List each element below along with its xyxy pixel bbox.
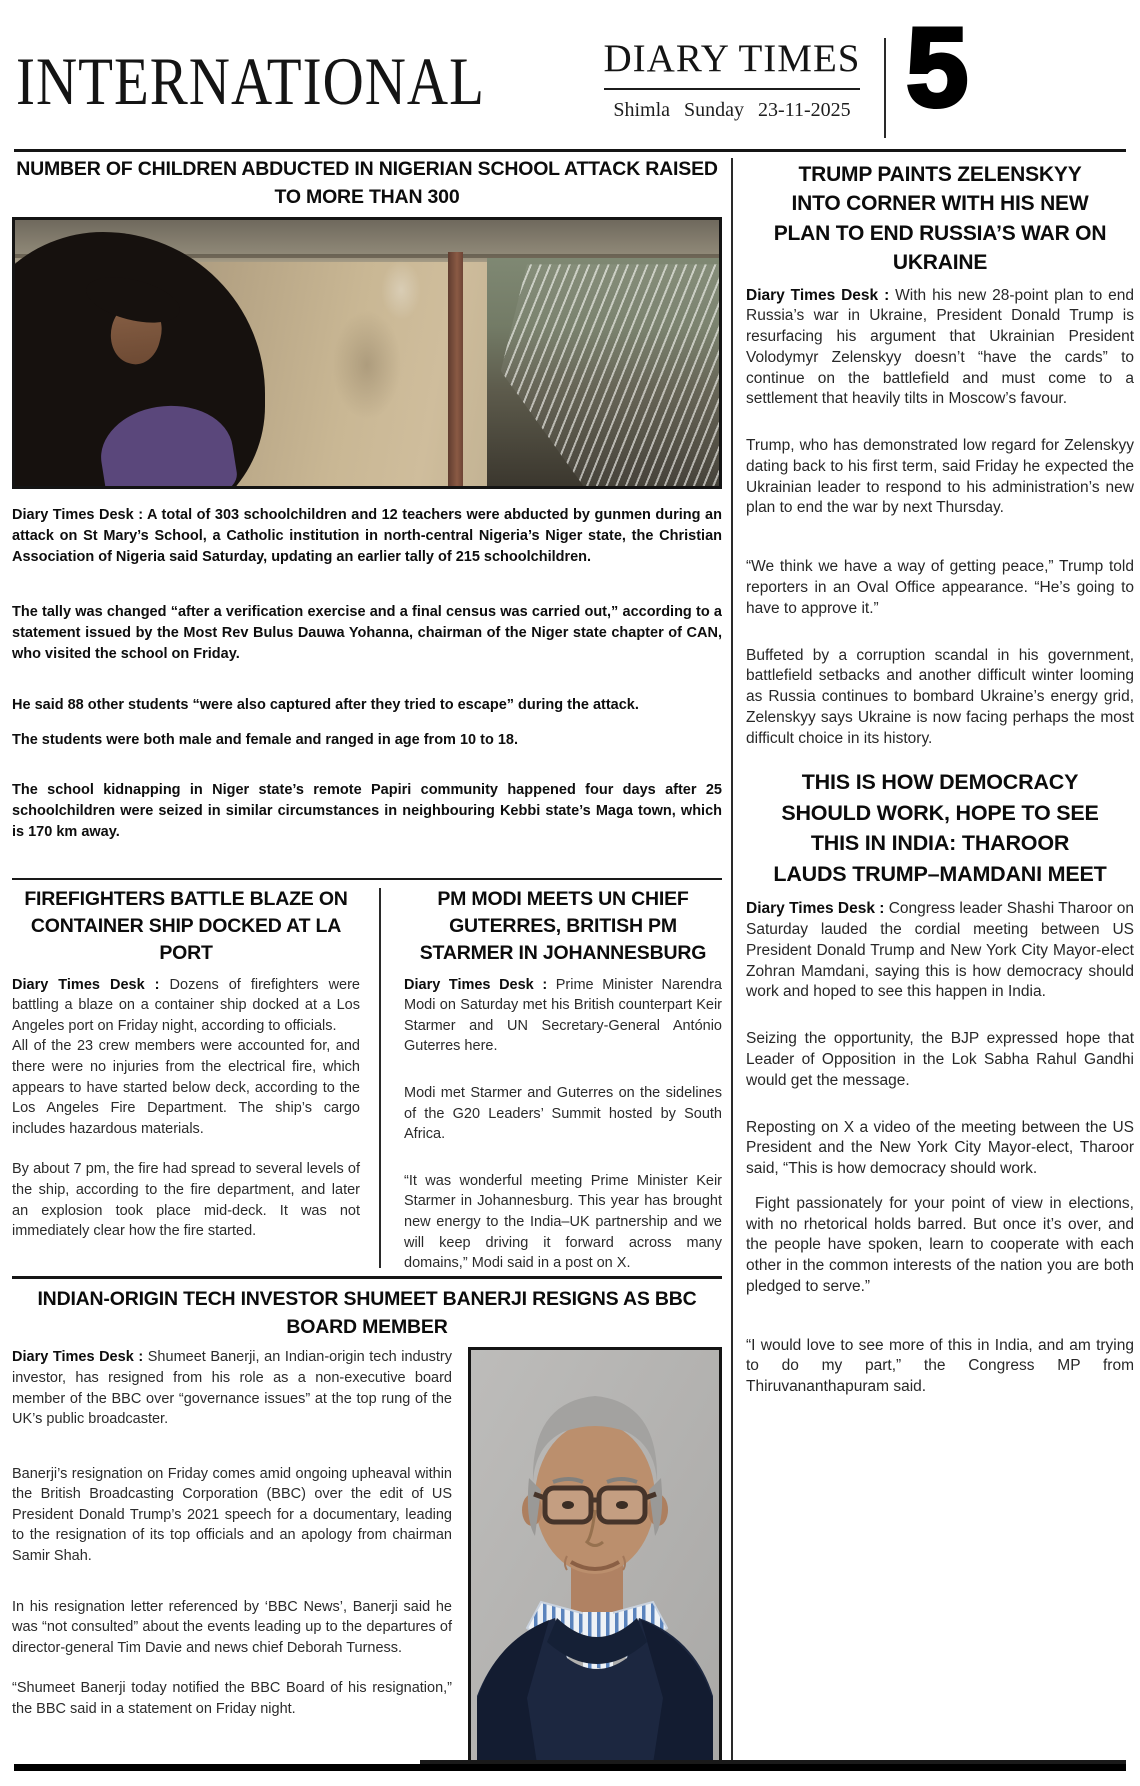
article-headline: FIREFIGHTERS BATTLE BLAZE ON CONTAINER SHIP DOCKED AT LA PORT xyxy=(24,888,348,964)
article-tharoor xyxy=(746,767,1134,1398)
photo-wall-stain xyxy=(332,310,402,420)
article-paragraph: The school kidnapping in Niger state’s remote Papiri community happened four days after 25 schoolchildren were seized in similar circumstances in neighbouring Kebbi state’s Maga town, which is 170 km away. xyxy=(12,781,722,840)
place: Shimla xyxy=(613,99,671,121)
article-paragraph: Reposting on X a video of the meeting between the US President and the New York City Mayor-elect, Tharoor said, “This is how democracy should work. xyxy=(746,1118,1134,1178)
photo-wall-stain xyxy=(381,260,421,320)
paper-name: DIARY TIMES xyxy=(603,37,861,80)
article-trump xyxy=(746,160,1134,749)
article-paragraph: Trump, who has demonstrated low regard for Zelenskyy dating back to his first term, said Friday he expected the Ukrainian leader to respond to his administration’s new plan to end the war by next Thursday. xyxy=(746,437,1134,517)
dateline xyxy=(598,99,866,122)
article-paragraph: “We think we have a way of getting peace,” Trump told reporters in an Oval Office appearance. “He’s going to have to approve it.” xyxy=(746,558,1134,617)
page-column-divider xyxy=(731,158,733,1760)
article-paragraph: By about 7 pm, the fire had spread to several levels of the ship, according to the fire department, and later an explosion took place mid-deck. It was not immediately clear how the fire started. xyxy=(12,1161,360,1240)
main-column xyxy=(12,156,722,1762)
article-paragraph: Fight passionately for your point of view in elections, with no rhetorical holds barred. But once it’s over, and the people have spoken, learn to cooperate with each other in the common interests of the nation you are both pledged to serve.” xyxy=(746,1194,1134,1295)
photo-door-frame xyxy=(448,252,463,486)
article-paragraph: Buffeted by a corruption scandal in his government, battlefield setbacks and another difficult winter looming as Russia continues to bombard Ukraine’s energy grid, Zelenskyy says Ukraine is now facing perhaps the most difficult choice in its history. xyxy=(746,646,1134,747)
article-paragraph: “I would love to see more of this in India, and am trying to do my part,” the Congress MP from Thiruvananthapuram said. xyxy=(746,1336,1134,1396)
desk-label: Diary Times Desk : xyxy=(746,900,889,918)
article-text-column xyxy=(12,1347,452,1762)
masthead xyxy=(598,36,866,122)
article-modi xyxy=(404,886,722,1272)
article-paragraph: “It was wonderful meeting Prime Minister Keir Starmer in Johannesburg. This year has brought new energy to the India–UK partnership and we will keep driving it forward across many domains,” Modi said in a post on X. xyxy=(404,1172,722,1272)
banerji-portrait-graphic xyxy=(471,1350,719,1762)
day: Sunday xyxy=(684,99,745,121)
article-firefighters xyxy=(12,886,360,1242)
article-paragraph: Banerji’s resignation on Friday comes amid ongoing upheaval within the British Broadcasting Corporation (BBC) over the edit of US President Donald Trump’s 2021 speech for a documentary, leading to the resignation of its top officials and an apology from chairman Samir Shah. xyxy=(12,1465,452,1564)
section-rule xyxy=(12,878,722,880)
article-headline: THIS IS HOW DEMOCRACY SHOULD WORK, HOPE TO SEE THIS IN INDIA: THAROOR LAUDS TRUMP–MAMDANI MEET xyxy=(773,770,1107,886)
article-paragraph: The students were both male and female and ranged in age from 10 to 18. xyxy=(12,732,519,749)
article-paragraph: Seizing the opportunity, the BJP expressed hope that Leader of Opposition in the Lok Sabha Rahul Gandhi would get the message. xyxy=(746,1030,1134,1089)
article-paragraph: Diary Times Desk : Prime Minister Narendra Modi on Saturday met his British counterpart Keir Starmer and UN Secretary-General António Guterres here. xyxy=(404,976,722,1055)
bottom-rule xyxy=(14,1764,1126,1771)
article-paragraph: Modi met Starmer and Guterres on the sidelines of the G20 Leaders’ Summit hosted by South Africa. xyxy=(404,1085,722,1143)
article-paragraph: Diary Times Desk : Shumeet Banerji, an Indian-origin tech industry investor, has resigned from his role as a non-executive board member of the BBC over “governance issues” at the top rung of the UK’s public broadcaster. xyxy=(12,1349,453,1428)
column-divider xyxy=(379,888,381,1268)
article-paragraph: “Shumeet Banerji today notified the BBC Board of his resignation,” the BBC said in a statement on Friday night. xyxy=(12,1680,452,1717)
article-paragraph: All of the 23 crew members were accounted for, and there were no injuries from the electrical fire, which appears to have started below deck, according to the Los Angeles Fire Department. The ship’s cargo includes hazardous materials. xyxy=(12,1038,360,1137)
article-paragraph: Diary Times Desk : With his new 28-point plan to end Russia’s war in Ukraine, President Donald Trump is resurfacing his argument that Ukrainian President Volodymyr Zelenskyy doesn’t “have the cards” to continue on the battlefield and must come to a settlement that heavily tilts in Moscow’s favour. xyxy=(746,286,1134,408)
article-paragraph: Diary Times Desk : Congress leader Shashi Tharoor on Saturday lauded the cordial meeting between US President Donald Trump and New York City Mayor-elect Zohran Mamdani, saying this is how democracy should work and hoped to see this happen in India. xyxy=(746,900,1134,1001)
two-column-block xyxy=(12,886,722,1272)
nigeria-photo xyxy=(12,217,722,489)
desk-label: Diary Times Desk : xyxy=(12,976,170,993)
article-paragraph: He said 88 other students “were also captured after they tried to escape” during the attack. xyxy=(12,697,639,714)
article-headline: INDIAN-ORIGIN TECH INVESTOR SHUMEET BANERJI RESIGNS AS BBC BOARD MEMBER xyxy=(37,1288,697,1338)
banerji-photo xyxy=(468,1347,722,1762)
masthead-divider xyxy=(884,38,886,138)
article-paragraph: Diary Times Desk : A total of 303 schoolchildren and 12 teachers were abducted by gunmen during an attack on St Mary’s School, a Catholic institution in north-central Nigeria’s Niger state, the Christian Association of Nigeria said Saturday, updating an earlier tally of 215 schoolchildren. xyxy=(12,507,722,566)
article-paragraph: The tally was changed “after a verification exercise and a final census was carried out,” according to a statement issued by the Most Rev Bulus Dauwa Yohanna, chairman of the Niger state chapter of CAN, who visited the school on Friday. xyxy=(12,604,722,663)
section-rule xyxy=(12,1276,722,1279)
article-headline: TRUMP PAINTS ZELENSKYY INTO CORNER WITH HIS NEW PLAN TO END RUSSIA’S WAR ON UKRAINE xyxy=(773,163,1107,275)
article-banerji xyxy=(12,1286,722,1762)
article-paragraph: Diary Times Desk : Dozens of firefighters were battling a blaze on a container ship docked at a Los Angeles port on Friday night, according to officials. xyxy=(12,976,360,1034)
desk-label: Diary Times Desk : xyxy=(746,286,896,304)
article-headline: NUMBER OF CHILDREN ABDUCTED IN NIGERIAN SCHOOL ATTACK RAISED TO MORE THAN 300 xyxy=(16,158,718,208)
article-paragraph: In his resignation letter referenced by ‘BBC News’, Banerji said he was “not consulted” about the events leading up to the departures of director-general Tim Davie and news chief Deborah Turness. xyxy=(12,1598,452,1656)
desk-label: Diary Times Desk : xyxy=(12,1349,148,1366)
page-number: 5 xyxy=(906,5,969,130)
header-rule xyxy=(14,149,1126,152)
date: 23-11-2025 xyxy=(758,99,851,121)
desk-label: Diary Times Desk : xyxy=(12,507,148,524)
side-column xyxy=(746,160,1134,1760)
masthead-rule xyxy=(604,88,860,90)
section-title: INTERNATIONAL xyxy=(16,45,485,120)
desk-label: Diary Times Desk : xyxy=(404,976,556,993)
article-nigeria xyxy=(12,156,722,872)
article-headline: PM MODI MEETS UN CHIEF GUTERRES, BRITISH PM STARMER IN JOHANNESBURG xyxy=(419,888,707,964)
